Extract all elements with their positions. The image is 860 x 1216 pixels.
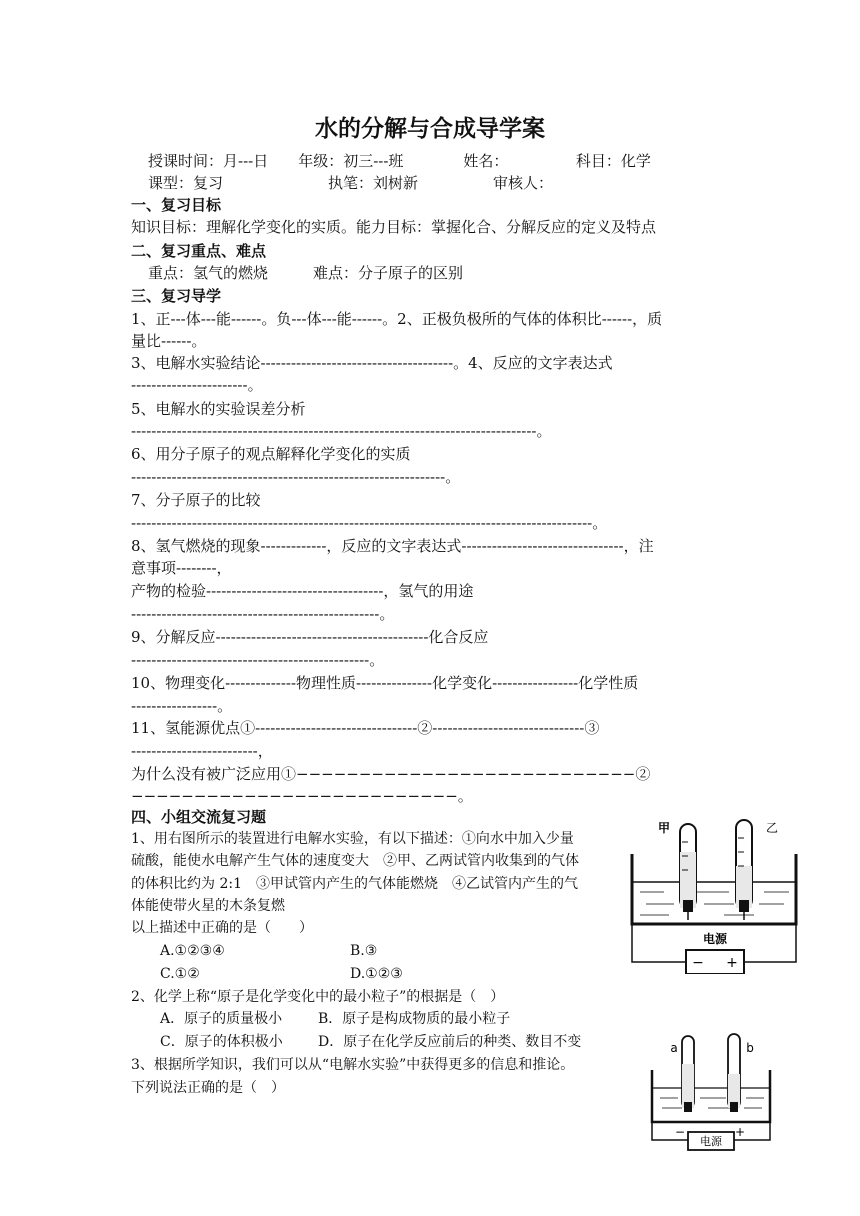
question-6-line-1: 6、用分子原子的观点解释化学变化的实质 xyxy=(131,445,411,463)
section-heading-goals: 一、复习目标 xyxy=(131,196,222,214)
question-5-line-2: --------------------------------------------------------------------------------。 xyxy=(131,422,552,440)
diagram-2-right-label: b xyxy=(746,1041,754,1055)
question-8-line-3: 产物的检验-----------------------------------，氢气的用途 xyxy=(131,582,474,600)
diagram-2-plus-sign: + xyxy=(734,1125,746,1139)
question-1-line-2: 量比------。 xyxy=(131,332,207,350)
question-9-line-2: -----------------------------------------------。 xyxy=(131,651,385,669)
section-heading-focus: 二、复习重点、难点 xyxy=(131,242,267,260)
question-11-line-3: 为什么没有被广泛应用①−−−−−−−−−−−−−−−−−−−−−−−−−−−② xyxy=(131,765,651,783)
problem-3-line-1: 3、根据所学知识，我们可以从“电解水实验”中获得更多的信息和推论。 xyxy=(131,1057,575,1073)
question-11-line-2: -------------------------， xyxy=(131,742,273,760)
diagram-1-plus-sign: + xyxy=(726,955,738,971)
question-7-line-2: -------------------------------------------------------------------------------------------。 xyxy=(131,514,608,532)
problem-2-option-b: B．原子是构成物质的最小粒子 xyxy=(318,1011,511,1027)
electrolysis-diagram-2 xyxy=(648,1030,774,1152)
problem-2-option-d: D．原子在化学反应前后的种类、数目不变 xyxy=(318,1034,582,1050)
info-line-1: 授课时间：月---日 年级：初三---班 姓名： 科目：化学 xyxy=(148,152,651,170)
problem-1-line-3: 的体积比约为 2:1 ③甲试管内产生的气体能燃烧 ④乙试管内产生的气 xyxy=(131,876,578,892)
question-6-line-2: --------------------------------------------------------------。 xyxy=(131,468,461,486)
problem-1-option-c: C.①② xyxy=(160,966,200,982)
goals-text: 知识目标：理解化学变化的实质。能力目标：掌握化合、分解反应的定义及特点 xyxy=(131,218,657,236)
problem-1-line-5: 以上描述中正确的是（ ） xyxy=(131,920,313,936)
question-3-line-1: 3、电解水实验结论--------------------------------------。4、反应的文字表达式 xyxy=(131,354,613,372)
question-8-line-2: 意事项--------， xyxy=(131,559,232,577)
question-7-line-1: 7、分子原子的比较 xyxy=(131,491,261,509)
info-line-2: 课型：复习 执笔：刘树新 审核人： xyxy=(148,174,554,192)
focus-text: 重点：氢气的燃烧 难点：分子原子的区别 xyxy=(148,264,464,282)
problem-2-option-c: C．原子的体积极小 xyxy=(160,1034,283,1050)
problem-1-line-4: 体能使带火星的木条复燃 xyxy=(131,898,285,914)
question-3-line-2: -----------------------。 xyxy=(131,376,263,394)
diagram-2-left-label: a xyxy=(670,1041,678,1055)
diagram-1-left-label: 甲 xyxy=(657,821,671,835)
section-heading-group: 四、小组交流复习题 xyxy=(131,808,267,826)
diagram-2-power-label: 电源 xyxy=(700,1135,722,1148)
diagram-1-right-label: 乙 xyxy=(765,821,779,835)
question-10-line-1: 10、物理变化--------------物理性质---------------化学变化-----------------化学性质 xyxy=(131,674,639,692)
question-1-line-1: 1、正---体---能------。负---体---能------。2、正极负极所的气体的体积比------，质 xyxy=(131,310,663,328)
question-8-line-4: -------------------------------------------------。 xyxy=(131,605,395,623)
section-heading-guide: 三、复习导学 xyxy=(131,287,222,305)
question-11-line-1: 11、氢能源优点①--------------------------------②------------------------------③ xyxy=(131,719,600,737)
diagram-1-power-label: 电源 xyxy=(702,932,728,946)
question-11-line-4: −−−−−−−−−−−−−−−−−−−−−−−−−−。 xyxy=(131,787,473,805)
problem-1-option-a: A.①②③④ xyxy=(160,943,225,959)
question-8-line-1: 8、氢气燃烧的现象-------------，反应的文字表达式--------------------------------，注 xyxy=(131,537,654,555)
question-9-line-1: 9、分解反应------------------------------------------化合反应 xyxy=(131,628,489,646)
question-10-line-2: -----------------。 xyxy=(131,697,233,715)
problem-2-option-a: A．原子的质量极小 xyxy=(160,1011,283,1027)
page-title: 水的分解与合成导学案 xyxy=(315,116,545,142)
problem-1-option-d: D.①②③ xyxy=(350,966,403,982)
problem-1-line-2: 硫酸，能使水电解产生气体的速度变大 ②甲、乙两试管内收集到的气体 xyxy=(131,853,579,869)
question-5-line-1: 5、电解水的实验误差分析 xyxy=(131,400,306,418)
problem-1-line-1: 1、用右图所示的装置进行电解水实验，有以下描述：①向水中加入少量 xyxy=(131,831,574,847)
electrolysis-diagram-1 xyxy=(624,812,806,974)
problem-3-line-2: 下列说法正确的是（ ） xyxy=(131,1080,285,1096)
problem-2-stem: 2、化学上称“原子是化学变化中的最小粒子”的根据是（ ） xyxy=(131,989,505,1005)
diagram-1-minus-sign: − xyxy=(692,955,704,971)
problem-1-option-b: B.③ xyxy=(350,943,378,959)
diagram-2-minus-sign: − xyxy=(674,1125,686,1139)
